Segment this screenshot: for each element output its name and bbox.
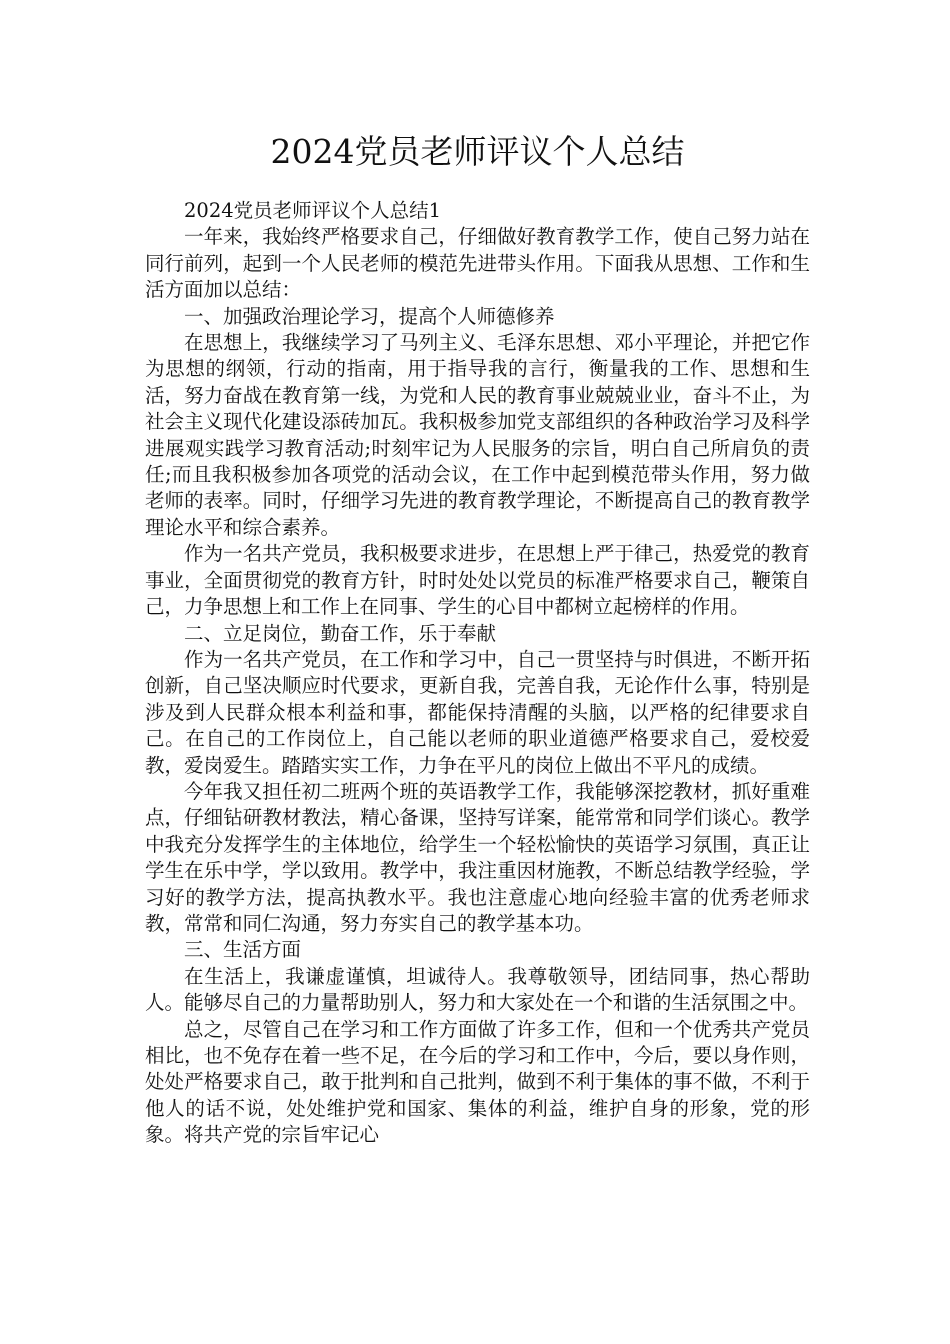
section-heading-3: 三、生活方面 [184,938,302,962]
body-paragraph: 作为一名共产党员，在工作和学习中，自己一贯坚持与时俱进，不断开拓创新，自己坚决顺应时代要求，更新自我，完善自我，无论作什么事，特别是涉及到人民群众根本利益和事，都能保持清醒的头脑，以严格的纪律要求自己。在自己的工作岗位上，自己能以老师的职业道德严格要求自己，爱校爱教，爱岗爱生。踏踏实实工作，力争在平凡的岗位上做出不平凡的成绩。 [145,647,810,777]
document-body [145,198,810,1149]
intro-paragraph: 一年来，我始终严格要求自己，仔细做好教育教学工作，使自己努力站在同行前列，起到一个人民老师的模范先进带头作用。下面我从思想、工作和生活方面加以总结： [145,225,810,302]
subtitle-paragraph: 2024党员老师评议个人总结1 [184,199,442,222]
body-paragraph: 在思想上，我继续学习了马列主义、毛泽东思想、邓小平理论，并把它作为思想的纲领，行动的指南，用于指导我的言行，衡量我的工作、思想和生活，努力奋战在教育第一线，为党和人民的教育事业兢兢业业，奋斗不止，为社会主义现代化建设添砖加瓦。我积极参加党支部组织的各种政治学习及科学进展观实践学习教育活动;时刻牢记为人民服务的宗旨，明白自己所肩负的责任;而且我积极参加各项党的活动会议，在工作中起到模范带头作用，努力做老师的表率。同时，仔细学习先进的教育教学理论，不断提高自己的教育教学理论水平和综合素养。 [145,331,810,539]
section-heading-1: 一、加强政治理论学习，提高个人师德修养 [184,304,555,328]
conclusion-paragraph: 总之，尽管自己在学习和工作方面做了许多工作，但和一个优秀共产党员相比，也不免存在着一些不足，在今后的学习和工作中，今后，要以身作则，处处严格要求自己，敢于批判和自己批判，做到不利于集体的事不做，不利于他人的话不说，处处维护党和国家、集体的利益，维护自身的形象，党的形象。将共产党的宗旨牢记心 [145,1017,810,1147]
document-title: 2024党员老师评议个人总结 [270,132,685,171]
body-paragraph: 作为一名共产党员，我积极要求进步，在思想上严于律己，热爱党的教育事业，全面贯彻党的教育方针，时时处处以党员的标准严格要求自己，鞭策自己，力争思想上和工作上在同事、学生的心目中都树立起榜样的作用。 [145,542,810,619]
section-heading-2: 二、立足岗位，勤奋工作，乐于奉献 [184,621,497,645]
body-paragraph: 在生活上，我谦虚谨慎，坦诚待人。我尊敬领导，团结同事，热心帮助人。能够尽自己的力量帮助别人，努力和大家处在一个和谐的生活氛围之中。 [145,964,810,1015]
body-paragraph: 今年我又担任初二班两个班的英语教学工作，我能够深挖教材，抓好重难点，仔细钻研教材教法，精心备课，坚持写详案，能常常和同学们谈心。教学中我充分发挥学生的主体地位，给学生一个轻松愉快的英语学习氛围，真正让学生在乐中学，学以致用。教学中，我注重因材施教，不断总结教学经验，学习好的教学方法，提高执教水平。我也注意虚心地向经验丰富的优秀老师求教，常常和同仁沟通，努力夯实自己的教学基本功。 [145,779,810,935]
